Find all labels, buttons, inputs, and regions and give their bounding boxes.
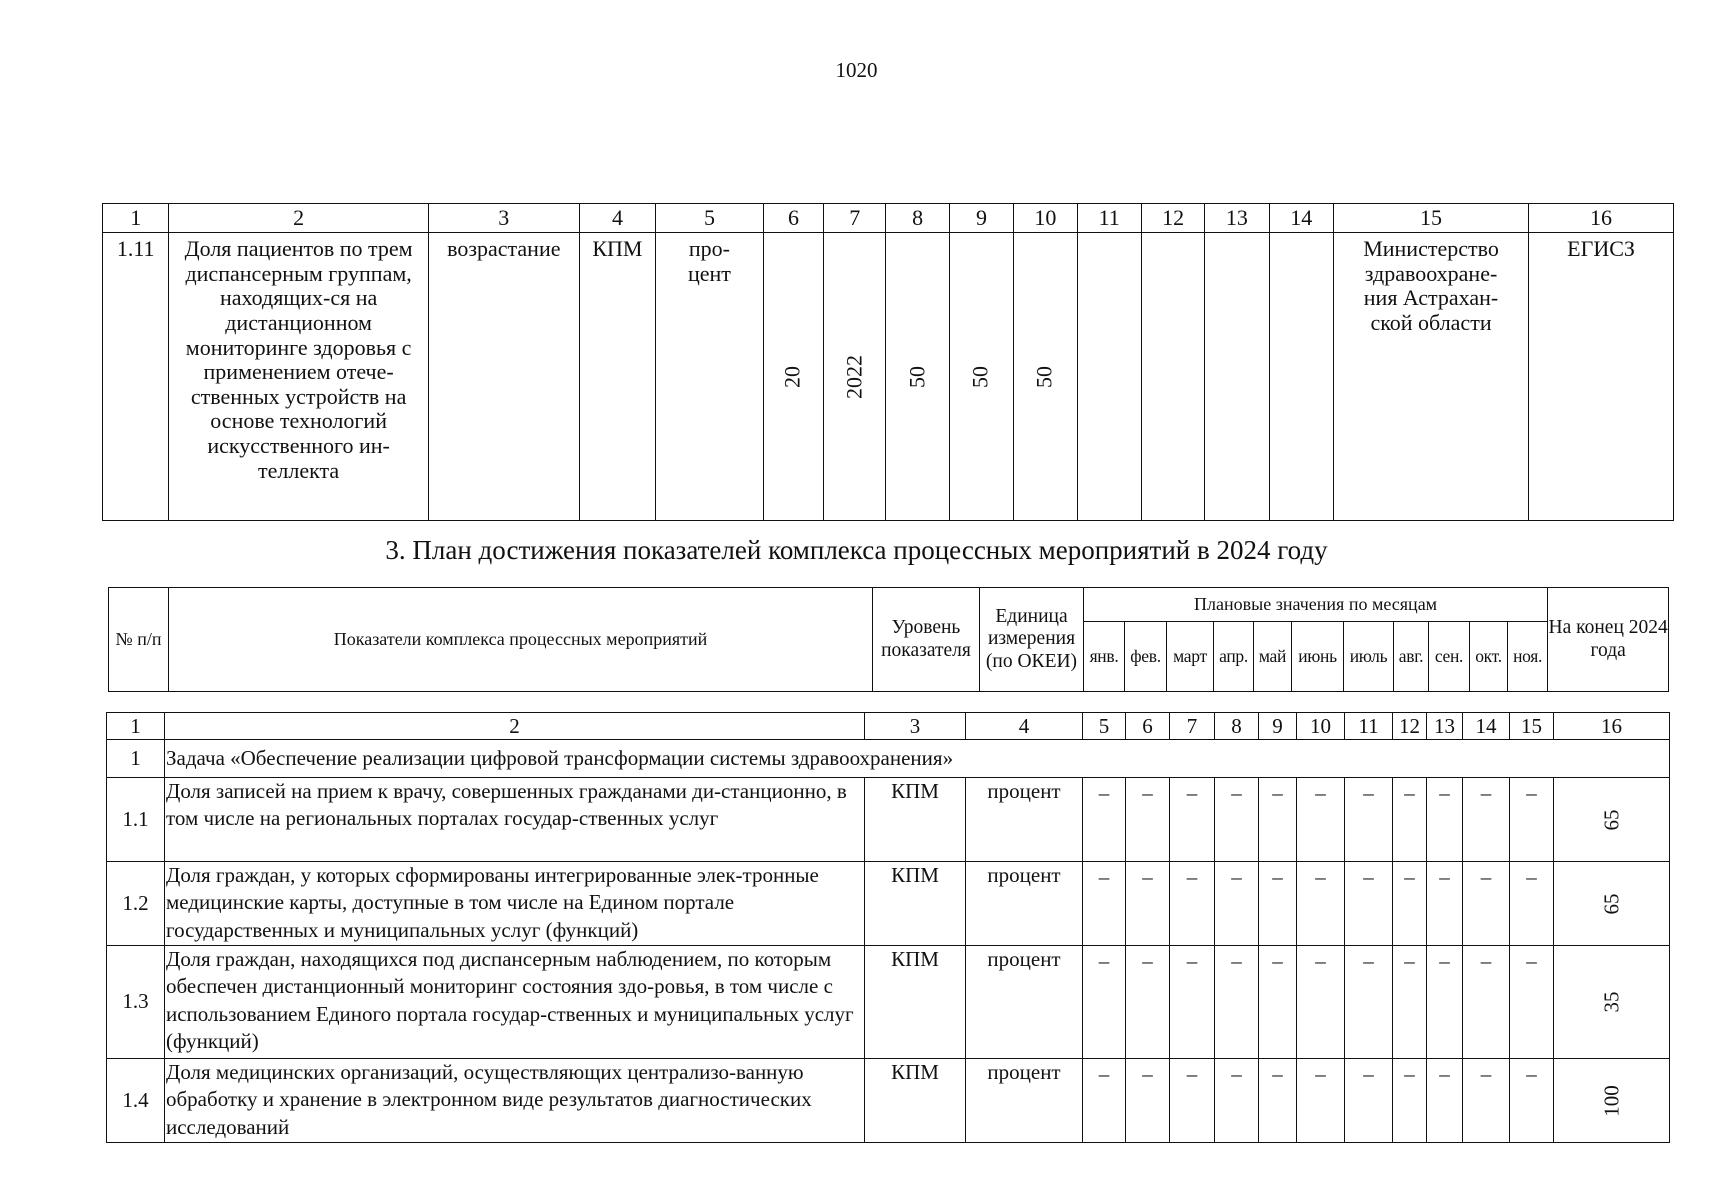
month-value: – — [1083, 946, 1126, 1059]
table-row — [107, 946, 1670, 1059]
month-value: – — [1126, 946, 1170, 1059]
year-text: 2022 — [841, 354, 867, 399]
column-number-row — [107, 713, 1670, 740]
column-number: 6 — [763, 204, 823, 233]
column-number: 7 — [1170, 713, 1215, 740]
header-number: № п/п — [109, 588, 169, 692]
column-number: 9 — [949, 204, 1013, 233]
level-cell: КПМ — [865, 946, 966, 1059]
month-value: – — [1345, 946, 1393, 1059]
indicator-name: Доля медицинских организаций, осуществляющих централизо-ванную обработку и хранение в электронном виде результатов диагностических исследований — [165, 1059, 865, 1143]
column-number: 11 — [1345, 713, 1393, 740]
empty-cell — [1141, 233, 1204, 521]
month-value: – — [1510, 946, 1554, 1059]
column-number-row — [103, 204, 1674, 233]
month-header: фев. — [1125, 622, 1167, 692]
month-value: – — [1463, 946, 1510, 1059]
plan-header-table — [108, 587, 1669, 692]
unit-cell — [656, 233, 764, 521]
month-value: – — [1259, 1059, 1297, 1143]
month-value: – — [1215, 862, 1259, 946]
month-value: – — [1259, 946, 1297, 1059]
column-number: 13 — [1427, 713, 1463, 740]
header-unit: Единица измерения (по ОКЕИ) — [980, 588, 1084, 692]
month-value: – — [1510, 778, 1554, 862]
month-value: – — [1170, 862, 1215, 946]
month-value: – — [1393, 778, 1427, 862]
column-number: 1 — [103, 204, 169, 233]
header-plan-by-month: Плановые значения по месяцам — [1084, 588, 1548, 622]
month-value: – — [1427, 1059, 1463, 1143]
month-value: – — [1463, 862, 1510, 946]
year-end-value: 35 — [1598, 991, 1623, 1013]
trend-cell: возрастание — [428, 233, 579, 521]
month-value: – — [1463, 778, 1510, 862]
column-number: 2 — [169, 204, 428, 233]
year-end-value: 65 — [1598, 809, 1623, 830]
task-number: 1 — [107, 740, 165, 778]
column-number: 14 — [1463, 713, 1510, 740]
column-number: 4 — [966, 713, 1083, 740]
header-indicators: Показатели комплекса процессных мероприятий — [169, 588, 873, 692]
empty-cell — [1077, 233, 1141, 521]
month-value: – — [1463, 1059, 1510, 1143]
unit-cell: процент — [966, 778, 1083, 862]
month-value: – — [1427, 778, 1463, 862]
column-number: 11 — [1077, 204, 1141, 233]
month-value: – — [1297, 862, 1345, 946]
level-cell: КПМ — [579, 233, 655, 521]
month-header: май — [1254, 622, 1292, 692]
value-cell — [1014, 233, 1077, 521]
month-value: – — [1393, 1059, 1427, 1143]
column-number: 15 — [1510, 713, 1554, 740]
unit-cell: процент — [966, 946, 1083, 1059]
month-header: авг. — [1394, 622, 1429, 692]
month-header: март — [1167, 622, 1214, 692]
column-number: 15 — [1333, 204, 1528, 233]
year-end-value: 100 — [1598, 1084, 1623, 1117]
level-cell: КПМ — [865, 778, 966, 862]
unit-cell: процент — [966, 1059, 1083, 1143]
column-number: 4 — [579, 204, 655, 233]
month-value: – — [1215, 1059, 1259, 1143]
table-row — [107, 778, 1670, 862]
table-row — [107, 1059, 1670, 1143]
month-value: – — [1170, 946, 1215, 1059]
indicator-name: Доля записей на прием к врачу, совершенных гражданами ди-станционно, в том числе на региональных порталах государ-ственных услуг — [165, 778, 865, 862]
column-number: 3 — [428, 204, 579, 233]
column-number: 12 — [1393, 713, 1427, 740]
month-value: – — [1345, 778, 1393, 862]
month-value: – — [1215, 778, 1259, 862]
month-value: – — [1297, 1059, 1345, 1143]
table-row — [107, 862, 1670, 946]
value-cell — [763, 233, 823, 521]
row-number: 1.4 — [107, 1059, 165, 1143]
year-end-value: 65 — [1598, 893, 1623, 914]
month-value: – — [1393, 946, 1427, 1059]
value-text: 50 — [968, 365, 994, 388]
month-header: ноя. — [1508, 622, 1548, 692]
column-number: 12 — [1141, 204, 1204, 233]
header-year-end: На конец 2024 года — [1548, 588, 1669, 692]
unit-cell: процент — [966, 862, 1083, 946]
column-number: 9 — [1259, 713, 1297, 740]
month-value: – — [1427, 946, 1463, 1059]
month-value: – — [1126, 778, 1170, 862]
row-number: 1.1 — [107, 778, 165, 862]
level-cell: КПМ — [865, 862, 966, 946]
responsible-cell — [1333, 233, 1528, 521]
value-cell — [949, 233, 1013, 521]
column-number: 13 — [1205, 204, 1269, 233]
month-value: – — [1083, 1059, 1126, 1143]
system-cell: ЕГИСЗ — [1529, 233, 1674, 521]
month-value: – — [1126, 1059, 1170, 1143]
month-value: – — [1083, 862, 1126, 946]
month-value: – — [1510, 862, 1554, 946]
column-number: 3 — [865, 713, 966, 740]
column-number: 16 — [1554, 713, 1670, 740]
table-row — [103, 233, 1674, 521]
month-header: окт. — [1470, 622, 1508, 692]
month-header: апр. — [1214, 622, 1254, 692]
month-header: сен. — [1429, 622, 1470, 692]
indicators-continuation-table — [102, 203, 1674, 521]
year-end-cell — [1554, 862, 1670, 946]
value-text: 20 — [780, 365, 806, 388]
month-header: янв. — [1084, 622, 1125, 692]
task-row — [107, 740, 1670, 778]
month-value: – — [1427, 862, 1463, 946]
column-number: 5 — [1083, 713, 1126, 740]
column-number: 14 — [1269, 204, 1333, 233]
plan-table — [106, 712, 1670, 1143]
unit-text: про-цент — [687, 236, 731, 286]
column-number: 6 — [1126, 713, 1170, 740]
year-end-cell — [1554, 778, 1670, 862]
indicator-name: Доля граждан, находящихся под диспансерным наблюдением, по которым обеспечен дистанционный мониторинг состояния здо-ровья, в том числе с использованием Единого портала государ-ственных и муниципальных услуг (функций) — [165, 946, 865, 1059]
empty-cell — [1269, 233, 1333, 521]
month-value: – — [1393, 862, 1427, 946]
month-value: – — [1083, 778, 1126, 862]
responsible-text: Министерство здравоохране-ния Астрахан-ской области — [1363, 236, 1499, 335]
column-number: 2 — [165, 713, 865, 740]
value-cell — [886, 233, 949, 521]
column-number: 16 — [1529, 204, 1674, 233]
month-value: – — [1259, 862, 1297, 946]
page-number: 1020 — [835, 58, 878, 82]
month-value: – — [1345, 1059, 1393, 1143]
empty-cell — [1205, 233, 1269, 521]
row-number: 1.3 — [107, 946, 165, 1059]
row-number: 1.11 — [103, 233, 169, 521]
section-title: 3. План достижения показателей комплекса процессных мероприятий в 2024 году — [385, 535, 1328, 565]
column-number: 7 — [824, 204, 886, 233]
year-cell — [824, 233, 886, 521]
column-number: 10 — [1297, 713, 1345, 740]
month-value: – — [1126, 862, 1170, 946]
month-value: – — [1259, 778, 1297, 862]
indicator-name: Доля пациентов по трем диспансерным группам, находящих-ся на дистанционном мониторинге здоровья с применением отече-ственных устройств на основе технологий искусственного ин-теллекта — [169, 233, 428, 521]
month-value: – — [1297, 946, 1345, 1059]
column-number: 5 — [656, 204, 764, 233]
year-end-cell — [1554, 946, 1670, 1059]
month-value: – — [1170, 1059, 1215, 1143]
column-number: 1 — [107, 713, 165, 740]
level-cell: КПМ — [865, 1059, 966, 1143]
task-title: Задача «Обеспечение реализации цифровой трансформации системы здравоохранения» — [165, 740, 1670, 778]
month-value: – — [1215, 946, 1259, 1059]
row-number: 1.2 — [107, 862, 165, 946]
month-value: – — [1170, 778, 1215, 862]
value-text: 50 — [1032, 365, 1058, 388]
month-value: – — [1345, 862, 1393, 946]
column-number: 8 — [886, 204, 949, 233]
column-number: 8 — [1215, 713, 1259, 740]
indicator-name: Доля граждан, у которых сформированы интегрированные элек-тронные медицинские карты, доступные в том числе на Едином портале государственных и муниципальных услуг (функций) — [165, 862, 865, 946]
value-text: 50 — [904, 365, 930, 388]
month-header: июнь — [1292, 622, 1344, 692]
column-number: 10 — [1014, 204, 1077, 233]
year-end-cell — [1554, 1059, 1670, 1143]
month-value: – — [1297, 778, 1345, 862]
month-value: – — [1510, 1059, 1554, 1143]
month-header: июль — [1344, 622, 1394, 692]
header-level: Уровень показателя — [873, 588, 980, 692]
